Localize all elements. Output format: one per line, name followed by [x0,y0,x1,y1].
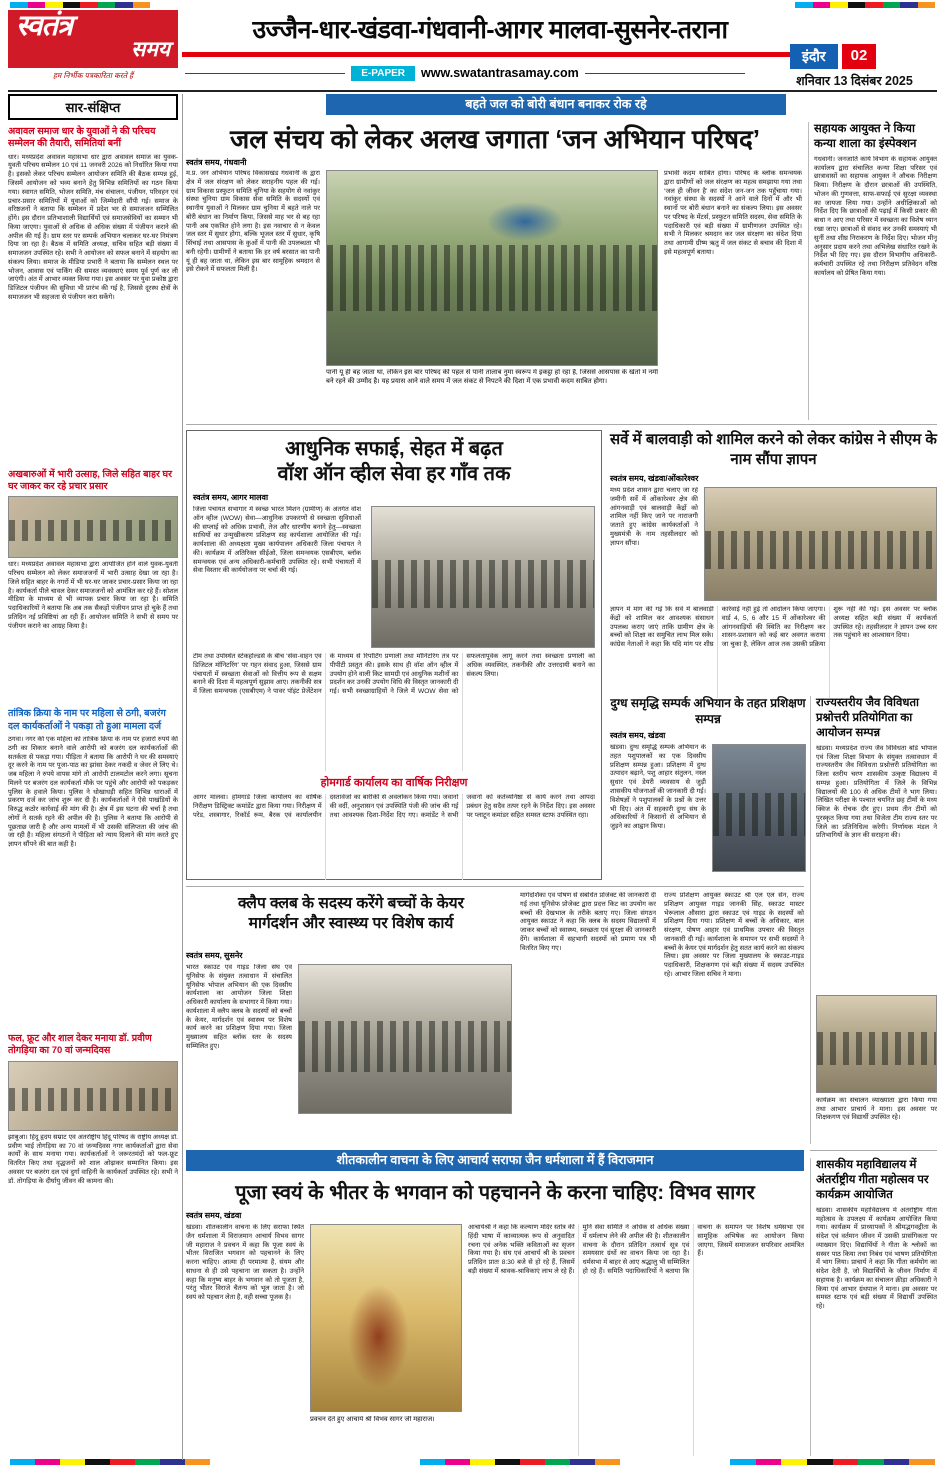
epaper-badge: E-PAPER [351,66,415,81]
wow-article [186,430,602,880]
clap-byline: स्वतंत्र समय, सुसनेर [186,951,243,960]
wow-byline: स्वतंत्र समय, आगर मालवा [193,493,269,502]
wow-subhead: होमगार्ड कार्यालय का वार्षिक निरीक्षण [320,777,468,789]
inspection-article [808,122,937,420]
dairy-article [610,696,806,872]
clap-article [186,892,804,1144]
biodiversity-body-2: कार्यक्रम का संचालन व्याख्याता द्वारा किया गया तथा आभार प्राचार्य ने माना। इस अवसर पर शिक्षकगण एवं विद्यार्थी उपस्थित रहे। [816,1096,937,1122]
inspection-body: गंधवानी। जनजाति कार्य विभाग के सहायक आयुक्त कार्यालय द्वारा संचालित कन्या शिक्षा परिसर एवं छात्रावासों का सहायक आयुक्त ने औचक निरीक्षण किया। निरीक्षण के दौरान छात्राओं की उपस्थिति, भोजन की गुणवत्ता, साफ-सफाई एवं सुरक्षा व्यवस्था का जायजा लिया गया। उन्होंने अधीक्षिकाओं को निर्देश दिए कि छात्राओं की पढ़ाई में किसी प्रकार की बाधा न आए तथा परिसर में स्वच्छता का विशेष ध्यान रखा जाए। छात्राओं से संवाद कर उनकी समस्याएं भी सुनीं तथा शीघ्र निराकरण के निर्देश दिए। भोजन मीनू अनुसार प्रदाय करने तथा अभिलेख संधारित रखने के निर्देश भी दिए गए। इस दौरान विभागीय अधिकारी-कर्मचारी उपस्थित रहे तथा निरीक्षण प्रतिवेदन वरिष्ठ कार्यालय को प्रेषित किया गया। [814,155,937,277]
dairy-photo [712,744,806,872]
clap-headline [186,894,516,934]
brief-body: ठगवा। नगर की एक महिला को तांत्रिक क्रिया के नाम पर हजारों रुपये की ठगी का शिकार बनाने वाले आरोपी को बजरंग दल कार्यकर्ताओं की सतर्कता से पकड़ा गया। पीड़िता ने बताया कि आरोपी ने घर की समस्याएं दूर करने के नाम पर पूजा-पाठ का झांसा देकर नकदी व जेवर ले लिए थे। जब महिला ने रुपये वापस मांगे तो आरोपी टालमटोल करने लगा। सूचना मिलने पर बजरंग दल कार्यकर्ता मौके पर पहुंचे और आरोपी को पकड़कर पुलिस के हवाले किया। पुलिस ने धोखाधड़ी सहित विभिन्न धाराओं में प्रकरण दर्ज कर जांच शुरू कर दी है। कार्यकर्ताओं ने ऐसे पाखंडियों के विरुद्ध कठोर कार्रवाई की मांग की है। क्षेत्र में इस घटना की चर्चा है तथा लोगों ने सतर्क रहने की अपील की है। पुलिस ने बताया कि आरोपी से पूछताछ जारी है और अन्य मामलों में भी उसकी संलिप्तता की जांच की जा रही है। महिला संगठनों ने पीड़िता को न्याय दिलाने की मांग करते हुए ज्ञापन सौंपने की बात कही है। [8,736,178,849]
page-number: 02 [842,44,877,69]
edition-regions-strip: उज्जैन-धार-खंडवा-गंधवानी-आगर मालवा-सुसनेर-तराना [252,16,728,44]
epaper-row [185,64,745,82]
news-briefs-sidebar [8,94,178,1460]
sermon-byline: स्वतंत्र समय, खंडवा [186,1211,242,1220]
brief-headline: फल, फ्रूट और शाल देकर मनाया डॉ. प्रवीण तोगड़िया का 70 वां जन्मदिवस [8,1033,152,1057]
biodiversity-body: खंडवा। मध्यप्रदेश राज्य जैव विविधता बोर्ड भोपाल एवं जिला शिक्षा विभाग के संयुक्त तत्वावधान में राज्यस्तरीय जैव विविधता प्रश्नोत्तरी प्रतियोगिता का जिला स्तरीय चरण शासकीय उत्कृष्ट विद्यालय में सम्पन्न हुआ। प्रतियोगिता में जिले के विभिन्न विद्यालयों की 100 से अधिक टीमों ने भाग लिया। लिखित परीक्षा के पश्चात चयनित छह टीमों के मध्य क्विज के रोचक दौर हुए। प्रथम तीन टीमों को पुरस्कृत किया गया तथा विजेता टीम राज्य स्तर पर जिले का प्रतिनिधित्व करेगी। निर्णायक मंडल ने प्रतिभागियों के ज्ञान की सराहना की। [816,744,937,840]
sermon-headline: पूजा स्वयं के भीतर के भगवान को पहचानने के करना चाहिए: विभव सागर [235,1182,755,1204]
gita-headline: शासकीय महाविद्यालय में अंतर्राष्ट्रीय गीता महोत्सव पर कार्यक्रम आयोजित [816,1159,929,1201]
balwadi-body-intro: मध्य प्रदेश शासन द्वारा चलाए जा रहे जमीनी सर्वे में ओंकारेश्वर क्षेत्र की आंगनवाड़ी एवं बालवाड़ी केंद्रों को शामिल नहीं किए जाने पर नाराजगी जताते हुए कांग्रेस कार्यकर्ताओं ने मुख्यमंत्री के नाम तहसीलदार को ज्ञापन सौंपा। [610,487,698,547]
gita-body: खंडवा। शासकीय महाविद्यालय में अंतर्राष्ट्रीय गीता महोत्सव के उपलक्ष्य में कार्यक्रम आयोजित किया गया। कार्यक्रम में प्राध्यापकों ने श्रीमद्भगवद्गीता के संदेश एवं वर्तमान जीवन में उसकी प्रासंगिकता पर व्याख्यान दिए। विद्यार्थियों ने गीता के श्लोकों का सस्वर पाठ किया तथा निबंध एवं भाषण प्रतियोगिता में भाग लिया। प्राचार्य ने कहा कि गीता कर्मयोग का संदेश देती है, जो विद्यार्थियों के जीवन निर्माण में सहायक है। कार्यक्रम का संचालन क्रीड़ा अधिकारी ने किया एवं आभार ग्रंथपाल ने माना। इस अवसर पर समस्त स्टाफ एवं बड़ी संख्या में विद्यार्थी उपस्थित रहे। [816,1206,937,1311]
top-story-photo-caption: पानी यूं ही बह जाता था, लेकिन इस बार परिषद की पहल से पानी तालाब नुमा स्वरूप में इकट्ठा हो रहा है, जिससे आसपास के खेतों में नमी बने रहने की उम्मीद है। यह प्रयास आने वाले समय में जल संकट से निपटने की दिशा में एक प्रभावी कदम साबित होगा। [326,369,658,385]
brief-photo [8,1061,178,1131]
issue-date: शनिवार 13 दिसंबर 2025 [796,74,913,88]
brief-body: झाबुआ। हिंदू हृदय सम्राट एवं अंतर्राष्ट्रीय हिंदू परिषद के राष्ट्रीय अध्यक्ष डॉ. प्रवीण भाई तोगड़िया का 70 वां जन्मदिवस नगर कार्यकर्ताओं द्वारा सेवा कार्यों के साथ मनाया गया। कार्यकर्ताओं ने जरूरतमंदों को फल-फ्रूट वितरित किए तथा वृद्धजनों को शाल ओढ़ाकर सम्मानित किया। इस अवसर पर बजरंग दल एवं दुर्गा वाहिनी के कार्यकर्ता उपस्थित रहे। सभी ने डॉ. तोगड़िया के दीर्घायु जीवन की कामना की। [8,1133,178,1185]
sidebar-divider [182,94,183,1460]
divider [186,886,804,887]
top-story-headline: जल संचय को लेकर अलख जगाता ‘जन अभियान परिषद’ [229,124,761,154]
divider [186,424,937,425]
biodiversity-headline: राज्यस्तरीय जैव विविधता प्रश्नोत्तरी प्रतियोगिता का आयोजन सम्पन्न [816,697,919,739]
brief-headline: अखबारुओं में भारी उत्साह, जिले सहित बाहर घर घर जाकर कर रहे प्रचार प्रसार [8,468,173,493]
main-content [186,94,937,1460]
wow-subhead-body: आगर मालवा। होमगार्ड जिला कार्यालय का वार्षिक निरीक्षण डिस्ट्रिक्ट कमांडेंट द्वारा किया गया। निरीक्षण में परेड, शस्त्रागार, रिकॉर्ड रूम, बैरक एवं कार्यालयीन दस्तावेजों का बारीकी से अवलोकन किया गया। जवानों की वर्दी, अनुशासन एवं उपस्थिति पंजी की जांच की गई तथा आवश्यक दिशा-निर्देश दिए गए। कमांडेंट ने सभी जवानों को कर्तव्यनिष्ठा से कार्य करने तथा आपदा प्रबंधन हेतु सदैव तत्पर रहने के निर्देश दिए। इस अवसर पर प्लाटून कमांडर सहित समस्त स्टाफ उपस्थित रहा। [193,794,595,819]
balwadi-byline: स्वतंत्र समय, खंडवा/ओंकारेश्वर [610,474,699,483]
top-story-photo [326,170,658,366]
logo-tagline: हम निर्भीक पत्रकारिता करते हैं [52,71,134,80]
biodiversity-photo [816,995,937,1093]
clap-headline-line1: क्लैप क्लब के सदस्य करेंगे बच्चों के केयर [237,895,464,912]
balwadi-body-columns: ज्ञापन में मांग की गई कि सर्वे में बालवाड़ी केंद्रों को शामिल कर आवश्यक संसाधन उपलब्ध कराए जाएं ताकि ग्रामीण क्षेत्र के बच्चों को शिक्षा का समुचित लाभ मिल सके। कांग्रेस नेताओं ने कहा कि यदि मांग पर शीघ्र कार्रवाई नहीं हुई तो आंदोलन किया जाएगा। वार्ड 4, 5, 6 और 15 में ओंकारेश्वर की आंगनवाड़ियों की स्थिति का निरीक्षण कर शासन-प्रशासन को कई बार अवगत कराया जा चुका है, लेकिन आज तक उसकी प्रक्रिया शुरू नहीं की गई। इस अवसर पर ब्लॉक अध्यक्ष सहित बड़ी संख्या में कार्यकर्ता उपस्थित रहे। तहसीलदार ने ज्ञापन उच्च स्तर तक पहुंचाने का आश्वासन दिया। [610,606,937,649]
balwadi-article [610,430,937,698]
inspection-headline: सहायक आयुक्त ने किया कन्या शाला का इंस्पेक्शन [814,123,917,150]
divider [585,73,745,74]
clap-body-left: भारत स्काउट एवं गाइड जिला संघ एवं यूनिसेफ के संयुक्त तत्वाधान में संचालित यूनिसेफ भोपाल अभियान की एक दिवसीय कार्यशाला का आयोजन जिला शिक्षा अधिकारी कार्यालय के सभागार में किया गया। कार्यशाला में क्लैप क्लब के सदस्यों को बच्चों के केयर, मार्गदर्शन एवं स्वास्थ्य पर विशेष कार्य करने का प्रशिक्षण दिया गया। जिला मुख्यालय सहित ब्लॉक स्तर के सदस्य सम्मिलित हुए। [186,964,292,1050]
clap-headline-line2: मार्गदर्शन और स्वास्थ्य पर विशेष कार्य [248,915,454,933]
sermon-kicker-banner: शीतकालीन वाचना के लिए आचार्य सराफा जैन धर्मशाला में हैं विराजमान [186,1150,804,1171]
sidebar-header: सार-संक्षिप्त [8,94,178,120]
wow-photo [371,506,595,648]
sermon-body-columns: आचार्यश्री ने कहा कि कल्याण मंदिर स्तोत्र की हिंदी भाषा में काव्यात्मक रूप से अनुवादित रचना एवं अनेक भक्ति कविताओं का सृजन किया गया है। संघ एवं आचार्य श्री के प्रवचन प्रतिदिन प्रातः 8:30 बजे से हो रहे हैं, जिसमें बड़ी संख्या में श्रावक-श्राविकाएं लाभ ले रहे हैं। मुनि सेवा समिति ने अधिक से अधिक संख्या में धर्मलाभ लेने की अपील की है। शीतकालीन वाचना के दौरान प्रतिदिन तत्वार्थ सूत्र एवं समयसार ग्रंथों का वाचन किया जा रहा है। धर्मसभा में बाहर से आए श्रद्धालु भी सम्मिलित हो रहे हैं। समिति पदाधिकारियों ने बताया कि वाचना के समापन पर विशेष धर्मसभा एवं सामूहिक अभिषेक का आयोजन किया जाएगा, जिसमें समाजजन सपरिवार आमंत्रित हैं। [468,1224,804,1275]
biodiversity-article [810,696,937,1144]
wow-headline-line2: वॉश ऑन व्हील सेवा हर गाँव तक [277,463,511,485]
clap-body-mid: मार्गदर्शिका एवं पोषण से संबंधित प्रोजेक्ट की जानकारी दी गई तथा यूनिसेफ प्रोजेक्ट द्वारा प्रदत्त किट का उपयोग कर बच्चों की देखभाल के तरीके बताए गए। जिला संगठन आयुक्त स्काउट ने कहा कि क्लब के सदस्य विद्यालयों में जाकर बच्चों को स्वास्थ्य, स्वच्छता एवं सुरक्षा की जानकारी देंगे। कार्यशाला में सहभागी सदस्यों को प्रमाण पत्र भी वितरित किए गए। [520,892,656,952]
divider [185,73,345,74]
sermon-body-left: खंडवा। शीतकालीन वाचना के लिए सराफा स्थित जैन धर्मशाला में विराजमान आचार्य विभव सागर जी महाराज ने प्रवचन में कहा कि पूजा स्वयं के भीतर विराजित भगवान को पहचानने के लिए करना चाहिए। आत्मा ही परमात्मा है, संयम और साधना से ही उसे पहचाना जा सकता है। उन्होंने कहा कि मनुष्य बाहर के भगवान को तो पूजता है, परंतु भीतर विराजे चैतन्य को भूल जाता है। जो स्वयं को पहचान लेता है, वही सच्चा पूजक है। [186,1224,304,1302]
clap-photo [298,964,512,1114]
dairy-headline: दुग्ध समृद्धि सम्पर्क अभियान के तहत प्रशिक्षण सम्पन्न [610,696,806,726]
dairy-byline: स्वतंत्र समय, खंडवा [610,731,666,741]
brief-body: धार। मध्यप्रदेश अवावल महासभा धार द्वारा अवावल समाज का युवक-युवती परिचय सम्मेलन 10 एवं 11 जनवरी 2026 को निर्धारित किया गया है। इसको लेकर परिचय सम्मेलन आयोजन समिति की बैठक सम्पन्न हुई, जिसमें आयोजन को भव्य बनाने हेतु विभिन्न समितियों का गठन किया गया। स्वागत समिति, भोजन समिति, मंच संचालन, पंजीयन, परिवहन एवं प्रचार-प्रसार समितियों में युवाओं को जिम्मेदारी सौंपी गई। समाज के वरिष्ठजनों ने बताया कि सम्मेलन में प्रदेश भर से समाजजन सम्मिलित होंगे। इस दौरान प्रतिभाशाली विद्यार्थियों एवं समाजसेवियों का सम्मान भी किया जाएगा। युवाओं से अधिक से अधिक संख्या में पंजीयन कराने की अपील की गई है। ग्राम स्तर पर सम्पर्क अभियान चलाकर घर-घर निमंत्रण दिया जा रहा है। बैठक में समिति अध्यक्ष, सचिव सहित बड़ी संख्या में समाजजन उपस्थित रहे। सभी ने आयोजन को सफल बनाने में सहयोग का संकल्प लिया। समाज के मीडिया प्रभारी ने बताया कि सम्मेलन स्थल पर भोजन, आवास एवं पार्किंग की समस्त व्यवस्थाएं समय पूर्व पूर्ण कर ली जाएंगी। अंत में आभार व्यक्त किया गया। इस अवसर पर युवा प्रकोष्ठ द्वारा डिजिटल पंजीयन की सुविधा भी प्रारंभ की गई है, जिससे दूरस्थ क्षेत्रों के समाजजन भी सहजता से पंजीयन करा सकेंगे। [8,153,178,301]
clap-body-right: राज्य प्रशिक्षण आयुक्त स्काउट श्री एल एल सेन, राज्य प्रशिक्षण आयुक्त गाइड जानकी सिंह, स्काउट मास्टर भेरूलाल औसारा द्वारा स्काउट एवं गाइड के सदस्यों को प्रशिक्षण दिया गया। प्रशिक्षण में बच्चों के अधिकार, बाल संरक्षण, पोषण आहार एवं प्राथमिक उपचार की विस्तृत जानकारी दी गई। कार्यशाला के समापन पर सभी सदस्यों ने बच्चों के केयर एवं मार्गदर्शन हेतु सतत कार्य करने का संकल्प लिया। इस अवसर पर जिला मुख्यालय के स्काउट-गाइड पदाधिकारी, शिक्षकगण एवं बड़ी संख्या में सदस्य उपस्थित रहे। आभार जिला सचिव ने माना। [664,892,804,978]
registration-marks-top-right [795,2,935,8]
edition-row [790,44,876,69]
balwadi-photo [704,487,937,601]
newspaper-logo [8,10,178,68]
top-story-body-left: म.प्र. जन अभियान परिषद विकासखंड गंधवानी के द्वारा क्षेत्र में जल संरक्षण को लेकर सराहनीय पहल की गई। ग्राम विकास प्रस्फुटन समिति चुनिया के सहयोग से नवांकुर संस्था चुनिया ग्राम विकास सेवा समिति के सदस्यों एवं स्थानीय युवाओं ने मिलकर ग्राम चुनिया में बहते नाले पर बोरी बंधान का निर्माण किया, जिससे माह भर से बह रहा पानी अब एकत्रित होने लगा है। इस नवाचार से न केवल जल स्तर में सुधार होगा, बल्कि भूजल स्तर में सुधार, कृषि सिंचाई तथा आसपास के कुओं में पानी की उपलब्धता भी बनी रहेगी। ग्रामीणों ने बताया कि हर वर्ष बरसात का पानी यूं ही बह जाता था, लेकिन इस बार सामूहिक श्रमदान से इसे रोकने में सफलता मिली है। [186,170,320,274]
brief-headline: तांत्रिक क्रिया के नाम पर महिला से ठगी, बजरंग दल कार्यकर्ताओं ने पकड़ा तो हुआ मामला दर्ज [8,708,166,732]
top-story-kicker-banner: बहते जल को बोरी बंधान बनाकर रोक रहे [326,94,786,115]
balwadi-headline: सर्वे में बालवाड़ी को शामिल करने को लेकर कांग्रेस ने सीएम के नाम सौंपा ज्ञापन [610,431,937,468]
masthead-rule [8,90,937,92]
brief-body: धार। मध्यप्रदेश अवावल महासभा द्वारा आयोजित होने वाले युवक-युवती परिचय सम्मेलन को लेकर समाजजनों में भारी उत्साह देखा जा रहा है। जिले सहित बाहर के नगरों में भी घर-घर जाकर प्रचार-प्रसार किया जा रहा है। कार्यकर्ता पीले चावल देकर समाजजनों को आमंत्रित कर रहे हैं। सोशल मीडिया के माध्यम से भी व्यापक प्रचार किया जा रहा है। समिति पदाधिकारियों ने बताया कि अब तक सैकड़ों पंजीयन प्राप्त हो चुके हैं तथा प्रतिदिन नई प्रविष्टियां आ रही हैं। आयोजन समिति ने सभी से समय पर पंजीयन कराने का आग्रह किया है। [8,561,178,630]
wow-body-intro: जिला पंचायत सभागार में स्वच्छ भारत मिशन (ग्रामीण) के अंतर्गत वॉश ऑन व्हील (WOW) सेवा—आधुनिक उपकरणों से स्वच्छता सुविधाओं की सप्लाई को अधिक प्रभावी, तेज और धारणीय बनाने हेतु—स्वच्छता साथियों का उन्मुखीकरण प्रशिक्षण सह कार्यशाला आयोजित की गई। कार्यशाला की अध्यक्षता मुख्य कार्यपालन अधिकारी जिला पंचायत ने की। कार्यक्रम में अतिरिक्त सीईओ, जिला समन्वयक एसबीएम, ब्लॉक समन्वयक एवं अन्य अधिकारी-कर्मचारी उपस्थित रहे। सभी पंचायतों में सेवा विस्तार की कार्ययोजना पर चर्चा की गई। [193,506,361,575]
top-story-byline: स्वतंत्र समय, गंधवानी [186,158,247,167]
gita-article [810,1158,937,1456]
dairy-body: खंडवा। दुग्ध समृद्धि सम्पर्क अभियान के तहत पशुपालकों का एक दिवसीय प्रशिक्षण सम्पन्न हुआ। प्रशिक्षण में दुग्ध उत्पादन बढ़ाने, पशु आहार संतुलन, नस्ल सुधार एवं डेयरी व्यवसाय से जुड़ी शासकीय योजनाओं की जानकारी दी गई। विशेषज्ञों ने पशुपालकों के प्रश्नों के उत्तर भी दिए। अंत में सहकारी दुग्ध संघ के अधिकारियों ने किसानों से अभियान से जुड़ने का आह्वान किया। [610,744,706,831]
logo-line2: समय [131,38,170,61]
registration-marks-top-left [10,2,150,8]
logo-line1: स्वतंत्र [16,10,72,42]
divider [810,1150,937,1151]
sermon-photo [310,1224,462,1412]
brief-headline: अवावल समाज धार के युवाओं ने की परिचय सम्मेलन की तैयारी, समितियां बनीं [8,126,156,150]
sermon-photo-caption: प्रवचन देते हुए आचार्य श्री विभव सागर जी महाराज। [310,1416,435,1423]
brief-photo [8,496,178,558]
edition-name: इंदौर [790,44,838,69]
wow-headline-line1: आधुनिक सफाई, सेहत में बढ़त [285,438,503,460]
top-story-body-right: प्रभावी कदम साबित होगा। परिषद के ब्लॉक समन्वयक द्वारा ग्रामीणों को जल संरक्षण का महत्व समझाया गया तथा ‘जल ही जीवन है’ का संदेश जन-जन तक पहुँचाया गया। नवांकुर संस्था के सदस्यों ने आने वाले दिनों में और भी स्थानों पर बोरी बंधान बनाने का संकल्प लिया। इस अवसर पर परिषद के मेंटर्स, प्रस्फुटन समिति सदस्य, सेवा समिति के पदाधिकारी एवं बड़ी संख्या में ग्रामीणजन उपस्थित रहे। सभी ने मिलकर श्रमदान कर जल संरक्षण का संदेश दिया तथा आगामी ग्रीष्म ऋतु में जल संकट से बचाव की दिशा में इसे महत्वपूर्ण बताया। [664,170,802,256]
regions-underline [182,52,802,57]
wow-body-columns: टीम तथा उपस्थित स्टेकहोल्डर्स के बीच ‘सेवा-वाहन एवं डिजिटल मॉनिटरिंग’ पर गहन संवाद हुआ, जिससे ग्राम पंचायतों में स्वच्छता सेवाओं को वित्तीय रूप से सक्षम बनाने की दिशा में महत्वपूर्ण सुझाव आए। तकनीकी सत्र में जिला समन्वयक (एसबीएम) ने पावर पॉइंट प्रेजेंटेशन के माध्यम से रिपोर्टिंग प्रणाली तथा मॉनिटरिंग तंत्र पर पीपीटी प्रस्तुत की। इसके साथ ही वॉश ऑन व्हील में उपयोग होने वाली किट सामग्री एवं आधुनिक मशीनों का प्रदर्शन कर उनकी उपयोग विधि की विस्तृत जानकारी दी गई। सभी स्वच्छाग्राहियों ने जिले में WOW सेवा को सफलतापूर्वक लागू करने तथा स्वच्छता प्रणाली को अधिक व्यवस्थित, तकनीकी और उत्तरदायी बनाने का संकल्प लिया। [193,653,595,696]
website-url: www.swatantrasamay.com [421,66,579,80]
